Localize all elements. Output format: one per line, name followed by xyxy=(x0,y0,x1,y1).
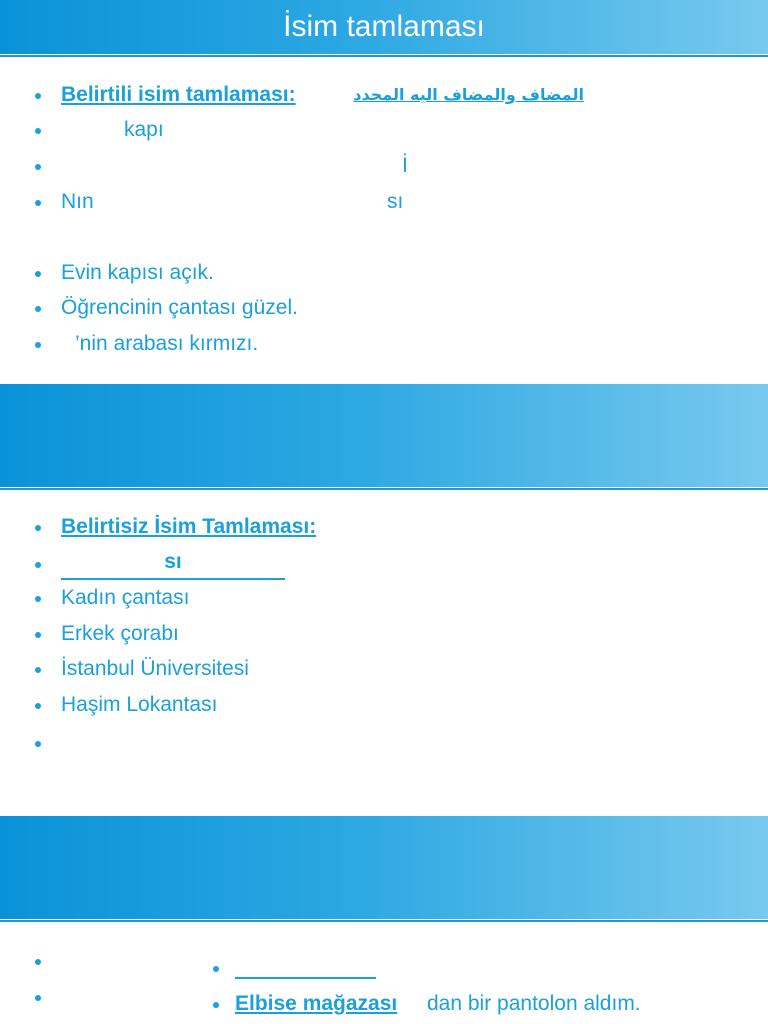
list-item xyxy=(0,687,768,723)
header-divider xyxy=(0,55,768,57)
list-item-text: İstanbul Üniversitesi xyxy=(61,657,249,680)
list-item xyxy=(0,112,768,148)
list-item xyxy=(0,979,200,1015)
slide3-header xyxy=(0,816,768,919)
bullet-icon xyxy=(35,995,41,1001)
list-item xyxy=(178,986,738,1022)
bullet-icon xyxy=(35,200,41,206)
indefinite-heading: Belirtisiz İsim Tamlaması: xyxy=(61,515,317,538)
list-item xyxy=(0,651,768,687)
bullet-icon xyxy=(35,271,41,277)
bullet-icon xyxy=(213,1002,219,1008)
bullet-icon xyxy=(213,966,219,972)
bullet-icon xyxy=(35,525,41,531)
list-item xyxy=(0,184,768,220)
bullet-icon xyxy=(35,741,41,747)
list-item xyxy=(0,509,768,545)
list-item-text: Haşim Lokantası xyxy=(61,693,218,716)
suffix-si: sı xyxy=(387,190,404,213)
bullet-icon xyxy=(35,342,41,348)
suffix-nin: Nın xyxy=(61,190,94,213)
list-item xyxy=(0,580,768,616)
bullet-icon xyxy=(35,632,41,638)
list-item xyxy=(0,616,768,652)
example-text: ’nin arabası kırmızı. xyxy=(75,332,259,355)
bullet-icon xyxy=(35,596,41,602)
definite-heading: Belirtili isim tamlaması: xyxy=(61,83,296,106)
bullet-icon xyxy=(35,164,41,170)
bullet-icon xyxy=(35,562,41,568)
list-item-text: kapı xyxy=(124,118,164,141)
list-item xyxy=(0,943,200,979)
bullet-icon xyxy=(35,128,41,134)
header-divider xyxy=(0,488,768,490)
list-item xyxy=(0,148,768,184)
bullet-icon xyxy=(35,667,41,673)
list-item xyxy=(0,77,768,113)
list-item xyxy=(0,255,768,291)
list-item-text: Kadın çantası xyxy=(61,586,190,609)
example-text: Öğrencinin çantası güzel. xyxy=(61,296,298,319)
bullet-icon xyxy=(35,93,41,99)
slide2-header xyxy=(0,384,768,487)
bullet-icon xyxy=(35,306,41,312)
list-item xyxy=(0,326,768,362)
pattern-blank: sı xyxy=(61,546,285,580)
arabic-term: المضاف والمضاف اليه المحدد xyxy=(353,85,584,104)
list-item xyxy=(0,546,768,582)
list-item xyxy=(178,950,738,986)
header-divider xyxy=(0,920,768,922)
slide1-header xyxy=(0,0,768,54)
list-item xyxy=(0,725,768,761)
example-text: Evin kapısı açık. xyxy=(61,261,214,284)
example-bold: Elbise mağazası xyxy=(235,992,398,1015)
bullet-icon xyxy=(35,703,41,709)
list-item-text: İ xyxy=(402,154,408,177)
list-item xyxy=(0,290,768,326)
slide-title: İsim tamlaması xyxy=(283,10,485,43)
example-rest: dan bir pantolon aldım. xyxy=(427,992,641,1015)
list-item-text: Erkek çorabı xyxy=(61,622,179,645)
bullet-icon xyxy=(35,959,41,965)
underline-blank xyxy=(235,950,376,979)
